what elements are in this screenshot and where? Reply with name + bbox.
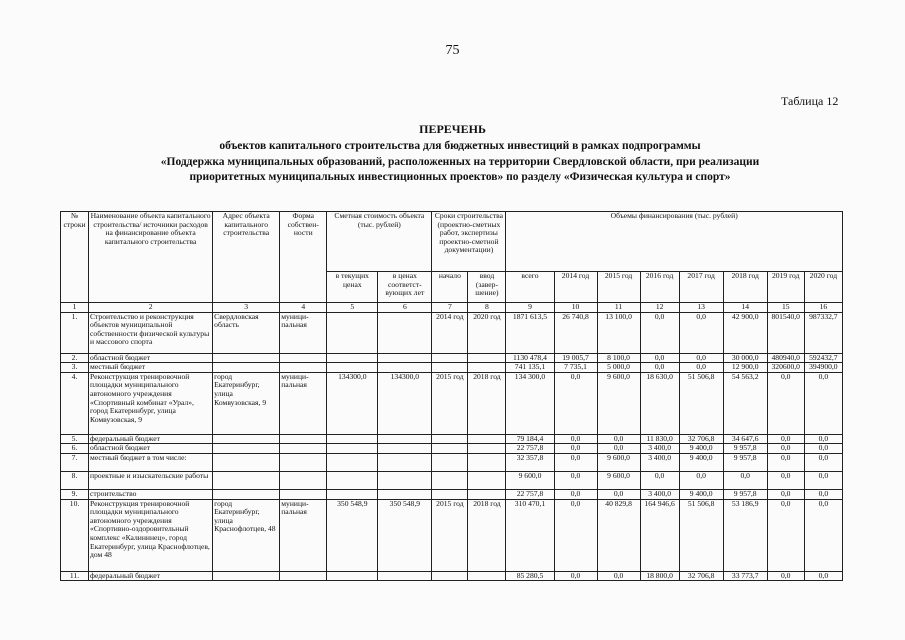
table-row: [61, 471, 843, 489]
funding-2018: 54 563,2: [723, 372, 767, 434]
funding-2019: 0,0: [767, 499, 804, 571]
object-name: Реконструкция тренировочной площадки муниципального автономного учреждения «Спортивно-оздоровительный комплекс «Калининец», город Екатеринбург, улица Краснофлотцев, дом 48: [89, 499, 213, 571]
finish-year: [468, 434, 506, 444]
header-year: 2014 год: [554, 272, 597, 303]
funding-2017: 51 506,8: [679, 499, 723, 571]
cost-years: [378, 312, 432, 353]
cost-current: [327, 571, 378, 581]
funding-total: 1130 478,4: [506, 353, 554, 363]
object-address: [213, 571, 280, 581]
start-year: [432, 489, 468, 499]
finish-year: [468, 453, 506, 471]
header-terms: Сроки строительства (проектно-сметных работ, экспертизы проектно-сметной документации): [432, 212, 506, 272]
header-cost-current: в текущих ценах: [327, 272, 378, 303]
subtitle-line-1: объектов капитального строительства для бюджетных инвестиций в рамках подпрограммы: [219, 140, 701, 152]
object-address: Свердловская область: [213, 312, 280, 353]
funding-2017: 9 400,0: [679, 489, 723, 499]
funding-2017: 0,0: [679, 471, 723, 489]
object-name: местный бюджет: [89, 363, 213, 373]
finish-year: 2018 год: [468, 372, 506, 434]
funding-2019: 0,0: [767, 372, 804, 434]
cost-years: [378, 571, 432, 581]
row-number: 11.: [61, 571, 89, 581]
funding-2015: 0,0: [597, 489, 640, 499]
funding-2017: 0,0: [679, 363, 723, 373]
cost-years: [378, 434, 432, 444]
row-number: 6.: [61, 444, 89, 454]
table-row: [61, 489, 843, 499]
column-numbers-row: [61, 303, 843, 313]
funding-2015: 9 600,0: [597, 372, 640, 434]
funding-total: 310 470,1: [506, 499, 554, 571]
funding-2016: 3 400,0: [640, 453, 679, 471]
column-number: 10: [554, 303, 597, 313]
table-row: [61, 571, 843, 581]
funding-2014: 26 740,8: [554, 312, 597, 353]
table-row: [61, 372, 843, 434]
row-number: 4.: [61, 372, 89, 434]
funding-2018: 30 000,0: [723, 353, 767, 363]
funding-2017: 0,0: [679, 312, 723, 353]
funding-total: 1871 613,5: [506, 312, 554, 353]
column-number: 14: [723, 303, 767, 313]
column-number: 11: [597, 303, 640, 313]
start-year: [432, 434, 468, 444]
cost-current: [327, 434, 378, 444]
column-number: 2: [89, 303, 213, 313]
funding-2016: 11 830,0: [640, 434, 679, 444]
start-year: [432, 353, 468, 363]
cost-years: [378, 363, 432, 373]
funding-2020: 0,0: [804, 372, 842, 434]
funding-2017: 9 400,0: [679, 453, 723, 471]
column-number: 4: [280, 303, 327, 313]
funding-2015: 13 100,0: [597, 312, 640, 353]
column-number: 16: [804, 303, 842, 313]
funding-2020: 592432,7: [804, 353, 842, 363]
funding-2019: 0,0: [767, 453, 804, 471]
header-year: 2020 год: [804, 272, 842, 303]
funding-2015: 0,0: [597, 444, 640, 454]
funding-2019: 0,0: [767, 444, 804, 454]
header-row-no: № строки: [61, 212, 89, 303]
funding-2020: 0,0: [804, 499, 842, 571]
cost-current: [327, 471, 378, 489]
start-year: [432, 444, 468, 454]
funding-2018: 9 957,8: [723, 444, 767, 454]
table-row: [61, 434, 843, 444]
finish-year: [468, 363, 506, 373]
object-name: местный бюджет в том числе:: [89, 453, 213, 471]
table-body: [61, 312, 843, 581]
column-number: 1: [61, 303, 89, 313]
ownership-form: муници- пальная: [280, 499, 327, 571]
funding-2020: 0,0: [804, 471, 842, 489]
object-name: федеральный бюджет: [89, 434, 213, 444]
funding-2017: 9 400,0: [679, 444, 723, 454]
header-name: Наименование объекта капитального строительства/ источники расходов на финансирование объекта капитального строительства: [89, 212, 213, 303]
object-name: проектные и изыскательские работы: [89, 471, 213, 489]
header-year: 2017 год: [679, 272, 723, 303]
funding-total: 79 184,4: [506, 434, 554, 444]
row-number: 2.: [61, 353, 89, 363]
funding-2016: 0,0: [640, 353, 679, 363]
funding-2018: 0,0: [723, 471, 767, 489]
funding-2019: 320600,0: [767, 363, 804, 373]
funding-2019: 0,0: [767, 471, 804, 489]
funding-2016: 3 400,0: [640, 444, 679, 454]
object-address: [213, 471, 280, 489]
funding-2020: 0,0: [804, 489, 842, 499]
funding-2014: 0,0: [554, 453, 597, 471]
cost-current: 134300,0: [327, 372, 378, 434]
column-number: 12: [640, 303, 679, 313]
ownership-form: [280, 353, 327, 363]
funding-2014: 0,0: [554, 444, 597, 454]
header-start: начало: [432, 272, 468, 303]
row-number: 10.: [61, 499, 89, 571]
start-year: [432, 363, 468, 373]
column-number: 9: [506, 303, 554, 313]
column-number: 5: [327, 303, 378, 313]
page-number: 75: [445, 43, 460, 58]
object-name: Строительство и реконструкция объектов муниципальной собственности физической культуры и массового спорта: [89, 312, 213, 353]
cost-current: [327, 353, 378, 363]
funding-2015: 5 000,0: [597, 363, 640, 373]
column-number: 6: [378, 303, 432, 313]
row-number: 9.: [61, 489, 89, 499]
finish-year: [468, 444, 506, 454]
object-name: строительство: [89, 489, 213, 499]
finish-year: [468, 353, 506, 363]
row-number: 5.: [61, 434, 89, 444]
objects-table: [60, 211, 843, 581]
funding-2015: 9 600,0: [597, 453, 640, 471]
funding-2016: 3 400,0: [640, 489, 679, 499]
funding-2017: 0,0: [679, 353, 723, 363]
column-number: 13: [679, 303, 723, 313]
table-row: [61, 499, 843, 571]
header-ownership: Форма собствен- ности: [280, 212, 327, 303]
column-number: 7: [432, 303, 468, 313]
header-year: 2015 год: [597, 272, 640, 303]
funding-2015: 9 600,0: [597, 471, 640, 489]
funding-2014: 0,0: [554, 499, 597, 571]
ownership-form: [280, 489, 327, 499]
funding-2018: 12 900,0: [723, 363, 767, 373]
funding-2014: 0,0: [554, 571, 597, 581]
funding-total: 22 757,8: [506, 444, 554, 454]
funding-2019: 801540,0: [767, 312, 804, 353]
header-total: всего: [506, 272, 554, 303]
funding-2016: 0,0: [640, 363, 679, 373]
funding-total: 22 757,8: [506, 489, 554, 499]
ownership-form: [280, 471, 327, 489]
funding-2017: 32 706,8: [679, 434, 723, 444]
cost-years: [378, 353, 432, 363]
cost-current: [327, 363, 378, 373]
funding-2016: 164 946,6: [640, 499, 679, 571]
funding-2017: 51 506,8: [679, 372, 723, 434]
header-year: 2016 год: [640, 272, 679, 303]
column-number: 15: [767, 303, 804, 313]
column-number: 8: [468, 303, 506, 313]
funding-2020: 0,0: [804, 453, 842, 471]
funding-2018: 9 957,8: [723, 489, 767, 499]
header-cost: Сметная стоимость объекта (тыс. рублей): [327, 212, 432, 272]
ownership-form: [280, 571, 327, 581]
document-title: ПЕРЕЧЕНЬ: [419, 122, 486, 136]
row-number: 1.: [61, 312, 89, 353]
funding-2016: 18 630,0: [640, 372, 679, 434]
funding-2016: 0,0: [640, 471, 679, 489]
funding-total: 32 357,8: [506, 453, 554, 471]
funding-2020: 0,0: [804, 571, 842, 581]
object-address: город Екатеринбург, улица Краснофлотцев, 48: [213, 499, 280, 571]
start-year: 2014 год: [432, 312, 468, 353]
cost-years: [378, 489, 432, 499]
start-year: [432, 453, 468, 471]
cost-current: [327, 453, 378, 471]
object-address: [213, 453, 280, 471]
cost-current: 350 548,9: [327, 499, 378, 571]
header-address: Адрес объекта капитального строительства: [213, 212, 280, 303]
ownership-form: [280, 444, 327, 454]
object-address: [213, 489, 280, 499]
funding-2014: 0,0: [554, 372, 597, 434]
funding-2018: 9 957,8: [723, 453, 767, 471]
table-label: Таблица 12: [781, 94, 839, 108]
funding-2015: 40 829,8: [597, 499, 640, 571]
funding-2020: 0,0: [804, 434, 842, 444]
header-year: 2019 год: [767, 272, 804, 303]
funding-2019: 0,0: [767, 489, 804, 499]
funding-2018: 33 773,7: [723, 571, 767, 581]
finish-year: [468, 571, 506, 581]
start-year: 2015 год: [432, 499, 468, 571]
finish-year: [468, 471, 506, 489]
cost-years: 350 548,9: [378, 499, 432, 571]
table-row: [61, 353, 843, 363]
funding-2018: 53 186,9: [723, 499, 767, 571]
funding-total: 134 300,0: [506, 372, 554, 434]
header-cost-years: в ценах соответст- вующих лет: [378, 272, 432, 303]
column-number: 3: [213, 303, 280, 313]
subtitle-line-2: «Поддержка муниципальных образований, расположенных на территории Свердловской области, при реализации: [160, 155, 760, 168]
funding-total: 741 135,1: [506, 363, 554, 373]
object-name: Реконструкция тренировочной площадки муниципального автономного учреждения «Спортивный комбинат «Урал», город Екатеринбург, улица Комвузовская, 9: [89, 372, 213, 434]
header-finish: ввод (завер- шение): [468, 272, 506, 303]
funding-2014: 0,0: [554, 489, 597, 499]
table-header: [61, 212, 843, 313]
header-funding: Объемы финансирования (тыс. рублей): [506, 212, 843, 272]
funding-2015: 0,0: [597, 571, 640, 581]
object-name: областной бюджет: [89, 353, 213, 363]
table-row: [61, 444, 843, 454]
funding-2015: 8 100,0: [597, 353, 640, 363]
funding-2019: 480940,0: [767, 353, 804, 363]
funding-2019: 0,0: [767, 571, 804, 581]
row-number: 3.: [61, 363, 89, 373]
cost-current: [327, 312, 378, 353]
cost-years: 134300,0: [378, 372, 432, 434]
funding-total: 85 280,5: [506, 571, 554, 581]
row-number: 8.: [61, 471, 89, 489]
funding-2016: 0,0: [640, 312, 679, 353]
funding-2017: 32 706,8: [679, 571, 723, 581]
cost-years: [378, 444, 432, 454]
funding-2020: 987332,7: [804, 312, 842, 353]
object-address: [213, 363, 280, 373]
finish-year: [468, 489, 506, 499]
funding-2018: 34 647,6: [723, 434, 767, 444]
table-row: [61, 312, 843, 353]
table-row: [61, 363, 843, 373]
row-number: 7.: [61, 453, 89, 471]
start-year: [432, 571, 468, 581]
ownership-form: [280, 434, 327, 444]
funding-2014: 0,0: [554, 434, 597, 444]
ownership-form: муници- пальная: [280, 312, 327, 353]
finish-year: 2018 год: [468, 499, 506, 571]
object-address: [213, 434, 280, 444]
ownership-form: [280, 453, 327, 471]
ownership-form: муници- пальная: [280, 372, 327, 434]
ownership-form: [280, 363, 327, 373]
cost-current: [327, 489, 378, 499]
cost-years: [378, 471, 432, 489]
funding-2020: 394900,0: [804, 363, 842, 373]
start-year: 2015 год: [432, 372, 468, 434]
funding-2020: 0,0: [804, 444, 842, 454]
funding-2018: 42 900,0: [723, 312, 767, 353]
object-address: [213, 444, 280, 454]
funding-2015: 0,0: [597, 434, 640, 444]
start-year: [432, 471, 468, 489]
finish-year: 2020 год: [468, 312, 506, 353]
cost-years: [378, 453, 432, 471]
cost-current: [327, 444, 378, 454]
object-address: город Екатеринбург, улица Комвузовская, 9: [213, 372, 280, 434]
funding-2014: 19 005,7: [554, 353, 597, 363]
subtitle-line-3: приоритетных муниципальных инвестиционных проектов» по разделу «Физическая культура и спорт»: [189, 171, 731, 183]
funding-2014: 0,0: [554, 471, 597, 489]
object-name: федеральный бюджет: [89, 571, 213, 581]
table-row: [61, 453, 843, 471]
header-year: 2018 год: [723, 272, 767, 303]
funding-2016: 18 800,0: [640, 571, 679, 581]
funding-total: 9 600,0: [506, 471, 554, 489]
funding-2014: 7 735,1: [554, 363, 597, 373]
object-address: [213, 353, 280, 363]
funding-2019: 0,0: [767, 434, 804, 444]
document-subtitle: [120, 139, 800, 186]
object-name: областной бюджет: [89, 444, 213, 454]
